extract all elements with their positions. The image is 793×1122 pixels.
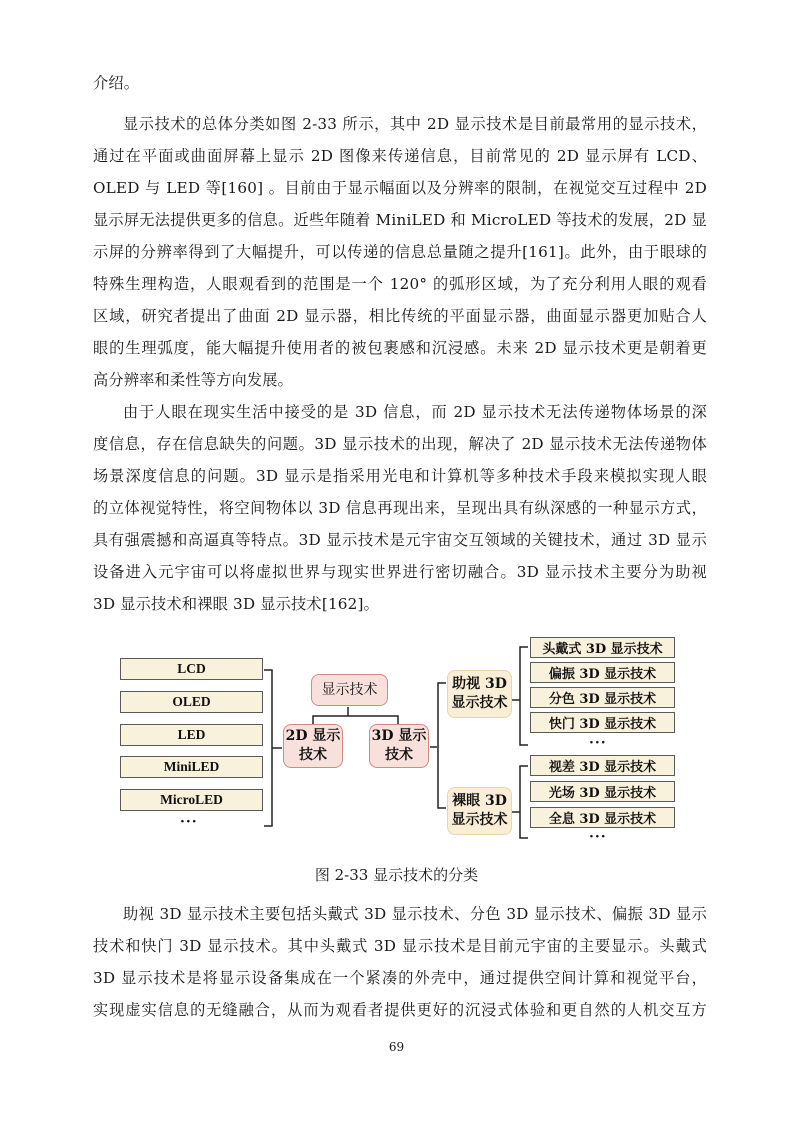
node-naked-line1: 裸眼 3D (452, 793, 507, 809)
text-line: 设备进入元宇宙可以将虚拟世界与现实世界进行密切融合。3D 显示技术主要分为助视 (93, 563, 707, 581)
figure-caption: 图 2-33 显示技术的分类 (314, 866, 479, 884)
page-number: 69 (388, 1040, 405, 1054)
text-line: 技术和快门 3D 显示技术。其中头戴式 3D 显示技术是目前元宇宙的主要显示。头戴式 (93, 937, 707, 955)
text-line: OLED 与 LED 等[160] 。目前由于显示幅面以及分辨率的限制，在视觉交互过程中 2D (93, 179, 707, 197)
node-naked-eye-3d (447, 787, 512, 835)
text-line: 显示技术的总体分类如图 2-33 所示，其中 2D 显示技术是目前最常用的显示技术， (123, 115, 707, 133)
text-line: 具有强震撼和高逼真等特点。3D 显示技术是元宇宙交互领域的关键技术，通过 3D 显示 (93, 531, 707, 549)
text-line: 3D 显示技术是将显示设备集成在一个紧凑的外壳中，通过提供空间计算和视觉平台， (93, 969, 707, 987)
text-line: 3D 显示技术和裸眼 3D 显示技术[162]。 (93, 595, 380, 613)
node-oled: OLED (120, 691, 263, 713)
node-assisted-line2: 显示技术 (451, 695, 508, 711)
connector-root-children (313, 716, 398, 724)
node-holographic-3d: 全息 3D 显示技术 (530, 807, 675, 828)
node-2d-line1: 2D 显示 (285, 728, 341, 744)
node-microled: MicroLED (120, 789, 263, 811)
text-line: 由于人眼在现实生活中接受的是 3D 信息，而 2D 显示技术无法传递物体场景的深 (123, 403, 707, 421)
node-head-mounted-3d: 头戴式 3D 显示技术 (530, 637, 675, 658)
node-shutter-3d: 快门 3D 显示技术 (530, 712, 675, 733)
text-line: 度信息，存在信息缺失的问题。3D 显示技术的出现，解决了 2D 显示技术无法传递物体 (93, 435, 707, 453)
node-assisted-line1: 助视 3D (452, 676, 507, 692)
ellipsis-assisted: ··· (589, 735, 607, 751)
node-2d-display-tech (283, 724, 343, 768)
text-line: 介绍。 (93, 74, 140, 92)
node-led: LED (120, 724, 263, 746)
bracket-naked (520, 766, 528, 838)
node-parallax-3d: 视差 3D 显示技术 (530, 755, 675, 776)
node-2d-line2: 技术 (299, 747, 327, 763)
node-assisted-3d (447, 670, 512, 718)
node-polarized-3d: 偏振 3D 显示技术 (530, 662, 675, 683)
bracket-assisted (520, 647, 528, 745)
node-anaglyph-3d: 分色 3D 显示技术 (530, 687, 675, 708)
bracket-3d (438, 683, 446, 808)
ellipsis-naked: ··· (589, 829, 607, 845)
node-3d-line1: 3D 显示 (371, 728, 427, 744)
text-line: 场景深度信息的问题。3D 显示是指采用光电和计算机等多种技术手段来模拟实现人眼 (93, 467, 707, 485)
node-3d-line2: 技术 (385, 747, 413, 763)
text-line: 眼的生理弧度，能大幅提升使用者的被包裹感和沉浸感。未来 2D 显示技术更是朝着更 (93, 339, 707, 357)
text-line: 实现虚实信息的无缝融合，从而为观看者提供更好的沉浸式体验和更自然的人机交互方 (93, 1001, 707, 1019)
text-line: 的立体视觉特性，将空间物体以 3D 信息再现出来，呈现出具有纵深感的一种显示方式， (93, 499, 707, 517)
node-root-label: 显示技术 (321, 681, 378, 698)
node-miniled: MiniLED (120, 756, 263, 778)
bracket-2d-list (264, 670, 272, 826)
text-line: 助视 3D 显示技术主要包括头戴式 3D 显示技术、分色 3D 显示技术、偏振 3D 显示 (123, 905, 707, 923)
node-3d-display-tech (369, 724, 429, 768)
text-line: 显示屏无法提供更多的信息。近些年随着 MiniLED 和 MicroLED 等技术的发展，2D 显 (93, 211, 707, 229)
text-line: 示屏的分辨率得到了大幅提升，可以传递的信息总量随之提升[161]。此外，由于眼球的 (93, 243, 707, 261)
ellipsis-2d: ··· (180, 814, 198, 830)
text-line: 区域，研究者提出了曲面 2D 显示器，相比传统的平面显示器，曲面显示器更加贴合人 (93, 307, 707, 325)
text-line: 特殊生理构造，人眼观看到的范围是一个 120° 的弧形区域，为了充分利用人眼的观看 (93, 275, 707, 293)
node-lcd: LCD (120, 658, 263, 680)
node-light-field-3d: 光场 3D 显示技术 (530, 781, 675, 802)
node-naked-line2: 显示技术 (451, 812, 508, 828)
text-line: 高分辨率和柔性等方向发展。 (93, 371, 294, 389)
text-line: 通过在平面或曲面屏幕上显示 2D 图像来传递信息，目前常见的 2D 显示屏有 LCD、 (93, 147, 707, 165)
node-root-display-tech (311, 674, 388, 706)
